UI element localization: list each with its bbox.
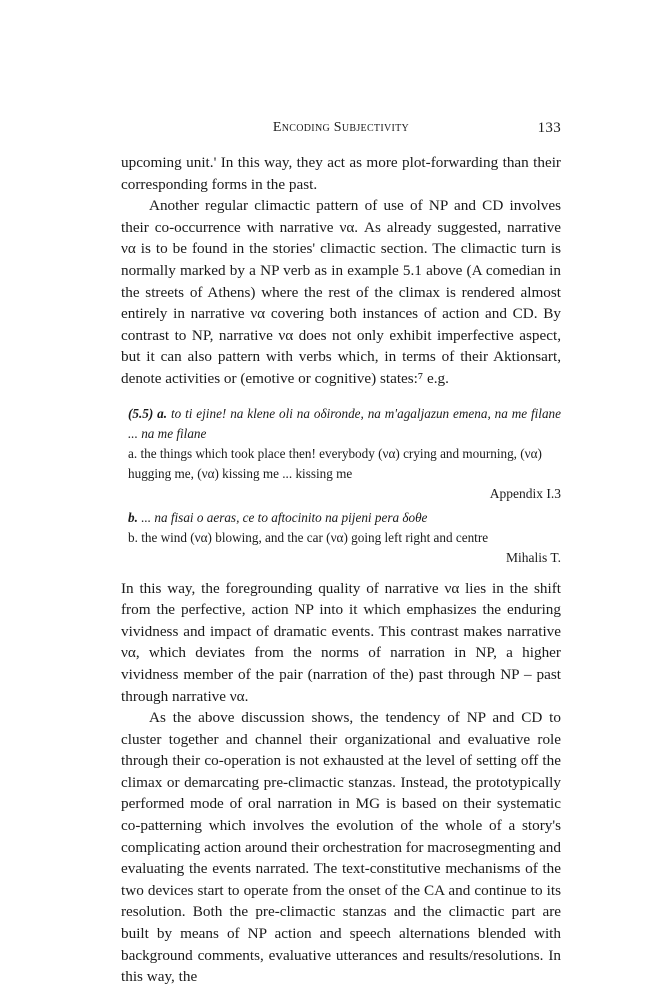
example-5-5 (128, 404, 561, 568)
example-a-translation: a. the things which took place then! everybody (να) crying and mourning, (να) hugging me, (να) kissing me ... kissing me (128, 445, 542, 481)
body-text (121, 152, 561, 988)
example-a-source: Appendix I.3 (489, 485, 561, 501)
example-a-greek: to ti ejine! na klene oli na oδironde, na m'agaljazun emena, na me filane ... na me filane (128, 405, 561, 441)
example-a-label: (5.5) a. (128, 405, 168, 421)
example-b-greek: ... na fisai o aeras, ce to aftocinito na pijeni pera δoθe (141, 509, 428, 525)
example-a-transliteration (128, 404, 561, 444)
example-b-transliteration (128, 508, 561, 528)
paragraph-4: As the above discussion shows, the tendency of NP and CD to cluster together and channel their organizational and evaluative role through their co-operation is not exhausted at the level of setting off the climax or demarcating pre-climactic stanzas. Instead, the prototypically performed mode of oral narration in MG is based on their systematic co-patterning which involves the evolution of the whole of a story's complicating action around their orchestration for macrosegmenting and evaluating the events narrated. The text-constitutive mechanisms of the two devices start to operate from the onset of the CA and continue to its resolution. Both the pre-climactic stanzas and the climactic part are built by means of NP action and speech alternations blended with background comments, evaluative utterances and results/resolutions. In this way, the (121, 709, 561, 986)
paragraph-2: Another regular climactic pattern of use of NP and CD involves their co-occurrence with narrative να. As already suggested, narrative να is to be found in the stories' climactic section. The climactic turn is normally marked by a NP verb as in example 5.1 above (A comedian in the streets of Athens) where the rest of the climax is rendered almost entirely in narrative να covering both instances of action and CD. By contrast to NP, narrative να does not only exhibit imperfective aspect, but it can also pattern with verbs which, in terms of their Aktionsart, denote activities or (emotive or cognitive) states:⁷ e.g. (121, 197, 561, 387)
example-b-label: b. (128, 509, 138, 525)
running-title: Encoding Subjectivity (272, 120, 410, 135)
page-number: 133 (537, 120, 561, 136)
paragraph-1: upcoming unit.' In this way, they act as more plot-forwarding than their corresponding forms in the past. (121, 154, 561, 193)
example-b-source: Mihalis T. (505, 549, 561, 565)
paragraph-3: In this way, the foregrounding quality of narrative να lies in the shift from the perfective, action NP into it which emphasizes the enduring vividness and impact of dramatic events. This contrast makes narrative να, which deviates from the norms of narration in NP, a higher vividness member of the pair (narration of the) past through NP – past through narrative να. (121, 579, 561, 705)
example-b-translation: b. the wind (να) blowing, and the car (να) going left right and centre (128, 529, 489, 545)
